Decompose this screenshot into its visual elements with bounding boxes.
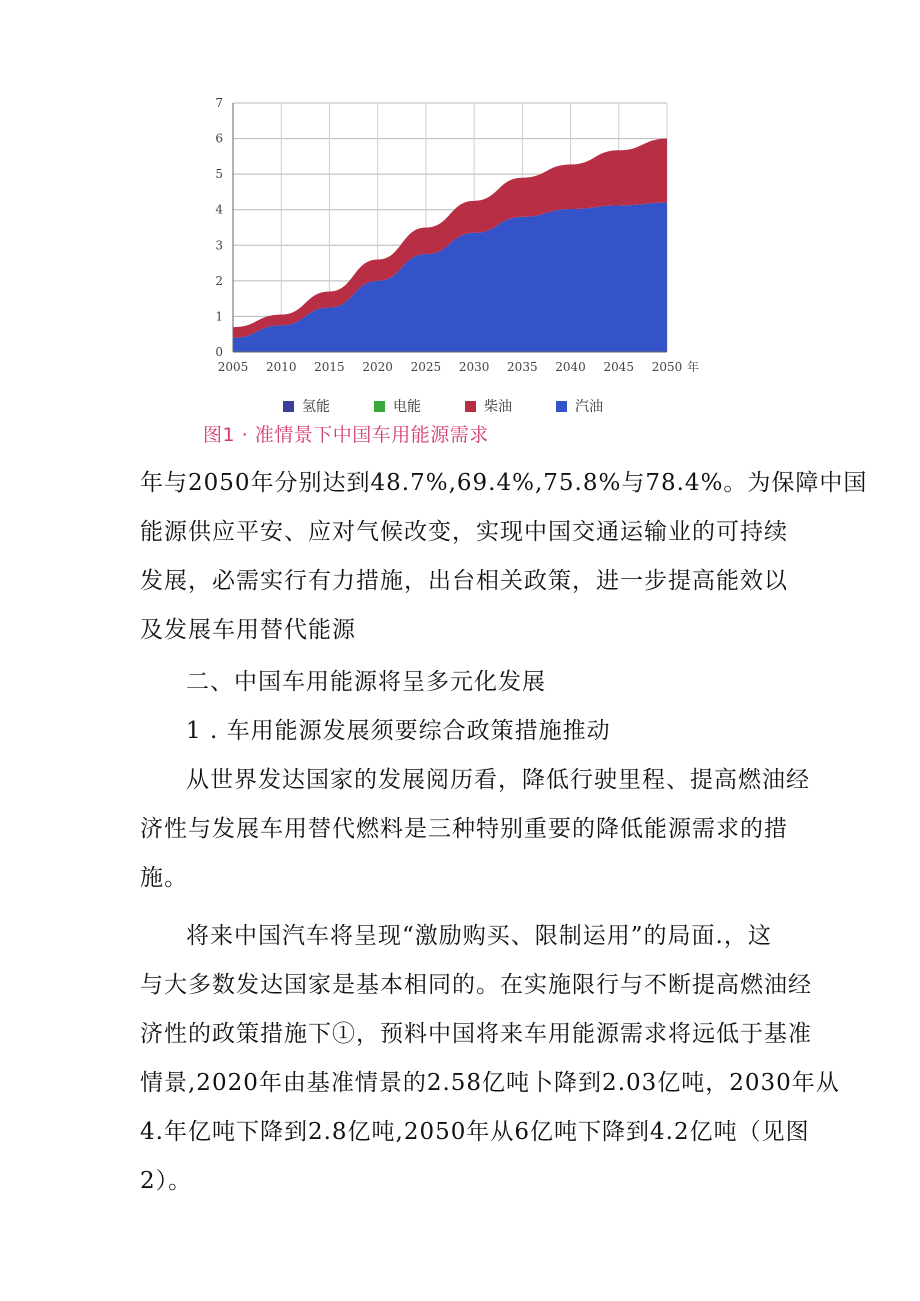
chart-legend bbox=[283, 394, 647, 418]
paragraph-line: 济性的政策措施下①，预料中国将来车用能源需求将远低于基准 bbox=[140, 1021, 812, 1047]
legend-item bbox=[556, 396, 603, 416]
y-tick-label: 5 bbox=[215, 167, 223, 182]
x-tick-label: 2045 bbox=[603, 360, 635, 374]
legend-item bbox=[374, 396, 421, 416]
stacked-area-chart bbox=[205, 88, 725, 388]
paragraph-line: 施。 bbox=[140, 865, 188, 891]
x-tick-label: 2025 bbox=[410, 360, 442, 374]
paragraph-line: 济性与发展车用替代燃料是三种特别重要的降低能源需求的措 bbox=[140, 816, 788, 842]
paragraph-line: 从世界发达国家的发展阅历看，降低行驶里程、提高燃油经 bbox=[186, 767, 810, 793]
x-tick-label: 2040 bbox=[555, 360, 586, 374]
x-tick-label: 2050 bbox=[651, 360, 683, 374]
paragraph-line: 2）。 bbox=[140, 1168, 193, 1194]
legend-label: 柴油 bbox=[484, 399, 512, 415]
y-tick-label: 0 bbox=[215, 345, 223, 359]
paragraph-line: 情景,2020年由基准情景的2.58亿吨卜降到2.03亿吨，2030年从 bbox=[140, 1070, 840, 1096]
legend-item bbox=[283, 396, 330, 416]
y-tick-label: 1 bbox=[215, 309, 223, 324]
legend-swatch bbox=[556, 401, 567, 412]
y-tick-label: 6 bbox=[215, 131, 223, 146]
x-tick-label: 2035 bbox=[507, 360, 538, 374]
figure-caption: 图1 · 准情景下中国车用能源需求 bbox=[203, 424, 489, 446]
paragraph-line: 年与2050年分别达到48.7%,69.4%,75.8%与78.4%。为保障中国 bbox=[140, 470, 868, 496]
legend-swatch bbox=[283, 401, 294, 412]
legend-swatch bbox=[465, 401, 476, 412]
legend-label: 氢能 bbox=[302, 399, 330, 415]
paragraph-line: 发展，必需实行有力措施，出台相关政策，进一步提高能效以 bbox=[140, 568, 788, 594]
legend-label: 电能 bbox=[393, 399, 421, 415]
x-tick-label: 2010 bbox=[265, 360, 297, 374]
x-tick-label: 2005 bbox=[217, 360, 249, 374]
x-tick-label: 2030 bbox=[458, 360, 490, 374]
legend-label: 汽油 bbox=[575, 399, 603, 415]
paragraph-line: 与大多数发达国家是基本相同的。在实施限行与不断提高燃油经 bbox=[140, 972, 812, 998]
x-axis-unit-label: 年 bbox=[687, 360, 700, 374]
section-heading: 二、中国车用能源将呈多元化发展 bbox=[186, 669, 546, 695]
legend-item bbox=[465, 396, 512, 416]
legend-swatch bbox=[374, 401, 385, 412]
y-tick-label: 4 bbox=[215, 202, 223, 217]
paragraph-line: 及发展车用替代能源 bbox=[140, 617, 356, 643]
figure-1 bbox=[205, 88, 725, 418]
paragraph-line: 4.年亿吨下降到2.8亿吨,2050年从6亿吨下降到4.2亿吨（见图 bbox=[140, 1119, 810, 1145]
y-tick-label: 3 bbox=[215, 238, 223, 253]
y-tick-label: 7 bbox=[215, 96, 223, 110]
paragraph-line: 将来中国汽车将呈现“激励购买、限制运用”的局面.，这 bbox=[186, 923, 772, 949]
x-tick-label: 2015 bbox=[314, 360, 345, 374]
x-tick-label: 2020 bbox=[362, 360, 393, 374]
paragraph-line: 能源供应平安、应对气候改变，实现中国交通运输业的可持续 bbox=[140, 519, 788, 545]
subsection-heading: 1 . 车用能源发展须要综合政策措施推动 bbox=[186, 718, 611, 744]
y-tick-label: 2 bbox=[215, 273, 223, 288]
